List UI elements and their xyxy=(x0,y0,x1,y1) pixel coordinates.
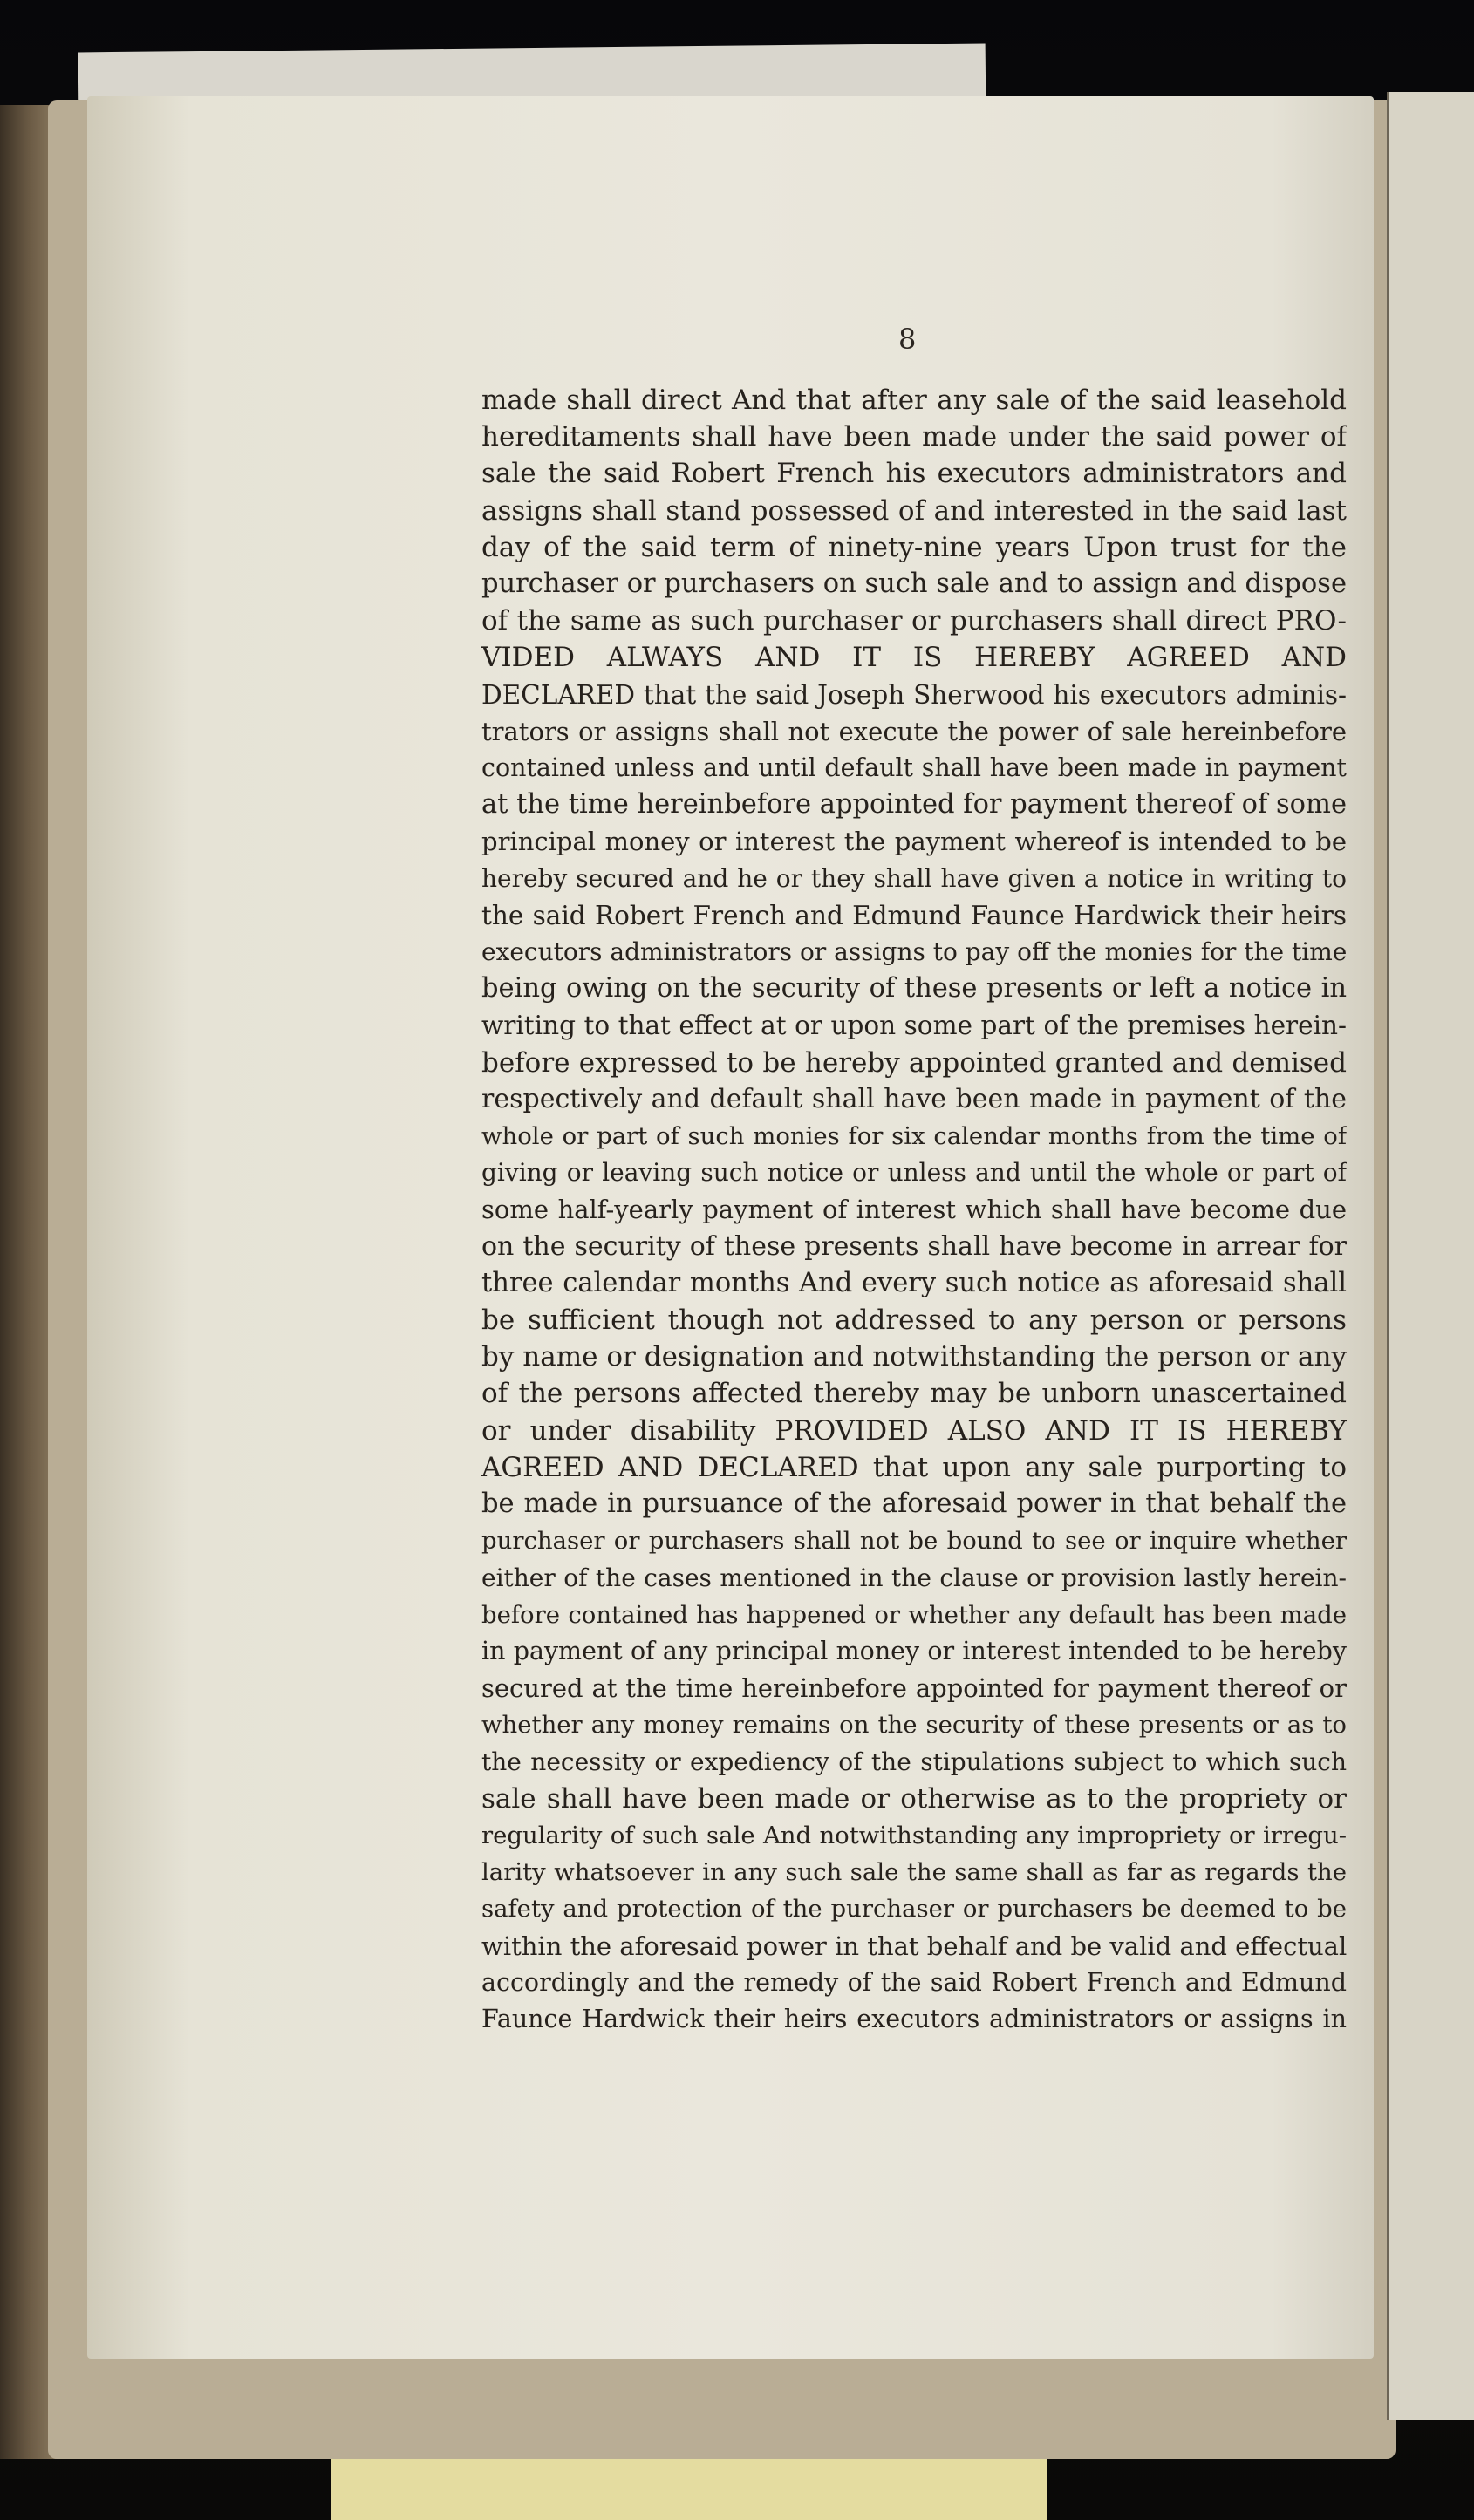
text-line: at the time hereinbefore appointed for payment thereof of some xyxy=(481,789,1347,821)
text-line: sale shall have been made or otherwise as to the propriety or xyxy=(481,1782,1347,1815)
text-line: of the same as such purchaser or purchasers shall direct PRO- xyxy=(481,605,1347,637)
text-line: purchaser or purchasers shall not be bound to see or inquire whether xyxy=(481,1527,1347,1556)
text-line: the said Robert French and Edmund Faunce Hardwick their heirs xyxy=(481,900,1347,930)
body-text xyxy=(481,382,1347,2038)
text-line: before contained has happened or whether any default has been made xyxy=(481,1600,1347,1629)
text-line: accordingly and the remedy of the said Robert French and Edmund xyxy=(481,1967,1347,1997)
text-line: the necessity or expediency of the stipulations subject to which such xyxy=(481,1747,1347,1776)
facing-page-edge xyxy=(1387,92,1474,2420)
text-line: by name or designation and notwithstanding the person or any xyxy=(481,1341,1347,1373)
text-line: some half-yearly payment of interest which shall have become due xyxy=(481,1195,1347,1225)
text-line: three calendar months And every such notice as aforesaid shall xyxy=(481,1267,1347,1298)
page-number: 8 xyxy=(898,323,917,356)
text-line: giving or leaving such notice or unless and until the whole or part of xyxy=(481,1158,1347,1188)
text-line: hereby secured and he or they shall have given a notice in writing to xyxy=(481,863,1347,893)
text-line: trators or assigns shall not execute the power of sale hereinbefore xyxy=(481,716,1347,746)
text-line: VIDED ALWAYS AND IT IS HEREBY AGREED AND xyxy=(481,642,1347,674)
text-line: respectively and default shall have been made in payment of the xyxy=(481,1083,1347,1114)
text-line: made shall direct And that after any sale of the said leasehold xyxy=(481,385,1347,416)
text-line: DECLARED that the said Joseph Sherwood his executors adminis- xyxy=(481,679,1347,710)
text-line: AGREED AND DECLARED that upon any sale purporting to xyxy=(481,1451,1347,1483)
text-line: principal money or interest the payment whereof is intended to be xyxy=(481,827,1347,857)
text-line: hereditaments shall have been made under the said power of xyxy=(481,421,1347,453)
text-line: before expressed to be hereby appointed granted and demised xyxy=(481,1046,1347,1079)
text-line: or under disability PROVIDED ALSO AND IT IS HEREBY xyxy=(481,1414,1347,1447)
text-line: being owing on the security of these presents or left a notice in xyxy=(481,973,1347,1005)
text-line: secured at the time hereinbefore appointed for payment thereof or xyxy=(481,1673,1347,1704)
text-line: whole or part of such monies for six calendar months from the time of xyxy=(481,1122,1347,1151)
text-line: executors administrators or assigns to pay off the monies for the time xyxy=(481,937,1347,967)
text-line: either of the cases mentioned in the clause or provision lastly herein- xyxy=(481,1563,1347,1592)
text-line: larity whatsoever in any such sale the same shall as far as regards the xyxy=(481,1858,1347,1887)
text-line: of the persons affected thereby may be unborn unascertained xyxy=(481,1378,1347,1410)
text-line: within the aforesaid power in that behalf and be valid and effectual xyxy=(481,1931,1347,1961)
text-line: purchaser or purchasers on such sale and to assign and dispose xyxy=(481,569,1347,600)
text-line: in payment of any principal money or interest intended to be hereby xyxy=(481,1636,1347,1665)
text-line: day of the said term of ninety-nine years Upon trust for the xyxy=(481,531,1347,563)
text-line: be made in pursuance of the aforesaid power in that behalf the xyxy=(481,1488,1347,1520)
text-line: writing to that effect at or upon some part of the premises herein- xyxy=(481,1011,1347,1041)
text-line: sale the said Robert French his executors administrators and xyxy=(481,458,1347,490)
text-line: be sufficient though not addressed to any person or persons xyxy=(481,1304,1347,1337)
text-line: regularity of such sale And notwithstanding any impropriety or irregu- xyxy=(481,1821,1347,1849)
text-line: Faunce Hardwick their heirs executors administrators or assigns in xyxy=(481,2004,1347,2033)
text-line: assigns shall stand possessed of and interested in the said last xyxy=(481,494,1347,527)
text-line: safety and protection of the purchaser or purchasers be deemed to be xyxy=(481,1895,1347,1924)
text-line: on the security of these presents shall have become in arrear for xyxy=(481,1230,1347,1262)
text-line: contained unless and until default shall have been made in payment xyxy=(481,753,1347,783)
text-line: whether any money remains on the security of these presents or as to xyxy=(481,1711,1347,1740)
